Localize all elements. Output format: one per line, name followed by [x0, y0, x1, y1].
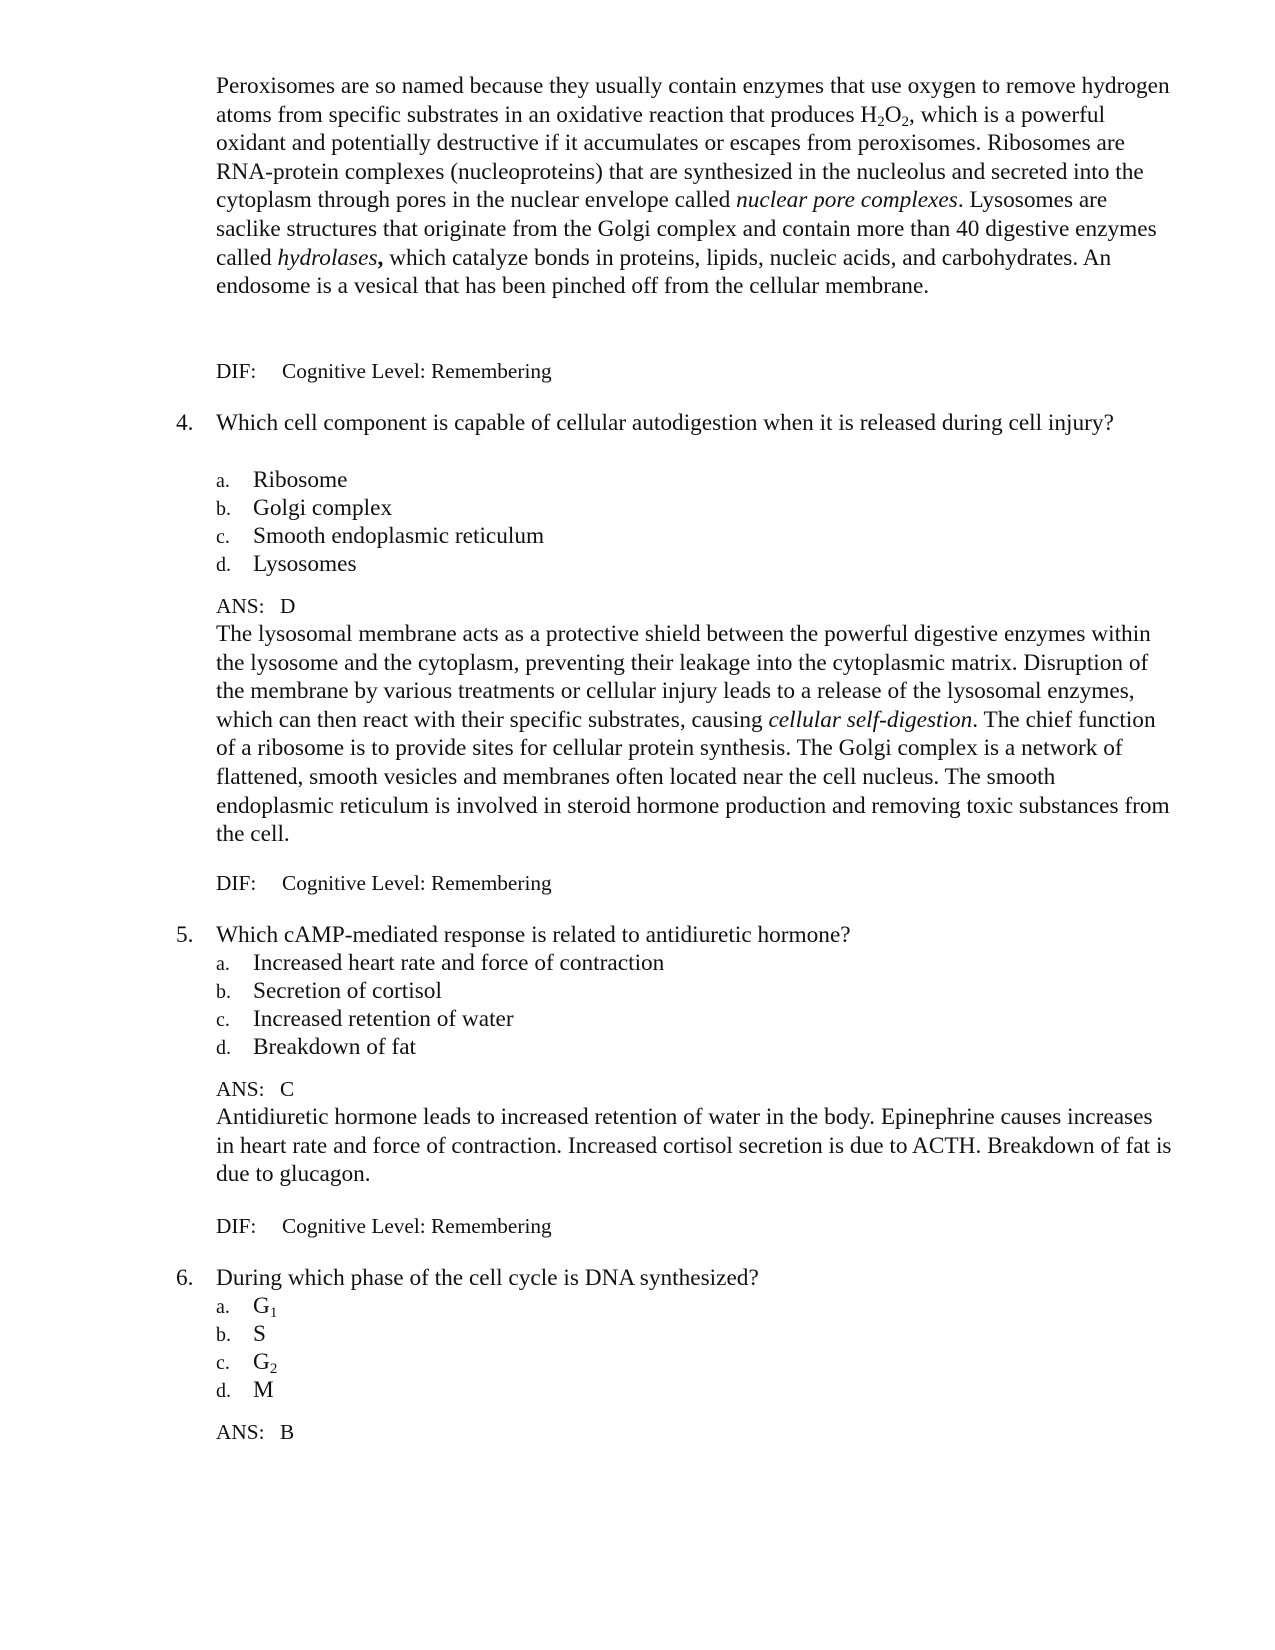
option-c [216, 522, 544, 551]
difficulty-line-q5 [216, 1212, 552, 1240]
ans-label: ANS: [216, 594, 265, 618]
rationale-paragraph-q5: Antidiuretic hormone leads to increased retention of water in the body. Epinephrine causes increases in heart rate and force of contraction. Increased cortisol secretion is due to ACTH. Breakdown of fat is due to glucagon. [216, 1104, 1172, 1188]
option-c [216, 1348, 277, 1377]
subscript: 2 [901, 113, 910, 130]
ans-label: ANS: [216, 1077, 265, 1101]
rationale-paragraph-q4 [216, 620, 1176, 849]
dif-label: DIF: [216, 1214, 257, 1238]
option-letter: d. [216, 1037, 231, 1059]
question-number: 4. [176, 410, 194, 436]
option-a [216, 949, 664, 978]
rationale-text: , which is a powerful oxidant and potentially destructive if it accumulates or escapes from peroxisomes. Ribosomes are RNA-protein complexes (nucleoproteins) that are synthesized in the nucleolus and secreted into the cytoplasm through pores in the nuclear envelope called [216, 101, 1150, 214]
dif-value: Cognitive Level: Remembering [282, 1214, 552, 1238]
rationale-text: O [884, 101, 902, 128]
option-letter: c. [216, 1009, 230, 1031]
answer-line [216, 592, 295, 620]
rationale-text: . The chief function of a ribosome is to provide sites for cellular protein synthesis. The Golgi complex is a network of flattened, smooth vesicles and membranes often located near the cell nucleus. The smooth endoplasmic reticulum is involved in steroid hormone production and removing toxic substances from the cell. [216, 706, 1176, 848]
option-b [216, 494, 392, 523]
rationale-paragraph-q3 [216, 72, 1176, 301]
option-text: G [253, 1293, 270, 1319]
option-letter: b. [216, 1324, 231, 1346]
answer-line [216, 1075, 294, 1103]
option-text: Golgi complex [253, 495, 393, 521]
option-d [216, 550, 357, 579]
option-text: Smooth endoplasmic reticulum [253, 523, 545, 549]
option-letter: b. [216, 981, 231, 1003]
rationale-text: which catalyze bonds in proteins, lipids, nucleic acids, and carbohydrates. An endosome is a vesical that has been pinched off from the cellular membrane. [216, 244, 1118, 300]
option-d [216, 1376, 274, 1405]
option-letter: c. [216, 526, 230, 548]
dif-value: Cognitive Level: Remembering [282, 871, 552, 895]
rationale-italic-term: hydrolases [277, 244, 378, 271]
option-text: G [253, 1349, 270, 1375]
dif-label: DIF: [216, 359, 257, 383]
option-a [216, 466, 347, 495]
question-stem: Which cell component is capable of cellular autodigestion when it is released during cell injury? [216, 410, 1114, 436]
option-letter: a. [216, 953, 230, 975]
dif-value: Cognitive Level: Remembering [282, 359, 552, 383]
question-number: 5. [176, 922, 194, 948]
question-stem: Which cAMP-mediated response is related to antidiuretic hormone? [216, 922, 851, 948]
dif-label: DIF: [216, 871, 257, 895]
option-letter: d. [216, 1380, 231, 1402]
option-text: Breakdown of fat [253, 1034, 417, 1060]
answer-value: D [280, 594, 296, 618]
answer-line [216, 1418, 294, 1446]
option-c [216, 1005, 514, 1034]
option-text: M [253, 1377, 274, 1403]
rationale-text: Peroxisomes are so named because they usually contain enzymes that use oxygen to remove hydrogen atoms from specific substrates in an oxidative reaction that produces H [216, 73, 1176, 128]
option-letter: d. [216, 554, 231, 576]
answer-value: C [280, 1077, 295, 1101]
option-text: Increased retention of water [253, 1006, 514, 1032]
rationale-text: The lysosomal membrane acts as a protective shield between the powerful digestive enzymes within the lysosome and the cytoplasm, preventing their leakage into the cytoplasmic matrix. Disruption of the membrane by various treatments or cellular injury leads to a release of the lysosomal enzymes, which can then react with their specific substrates, causing [216, 621, 1157, 733]
question-stem: During which phase of the cell cycle is DNA synthesized? [216, 1265, 759, 1291]
rationale-bold-comma: , [377, 244, 384, 271]
subscript: 2 [877, 113, 885, 130]
option-d [216, 1033, 416, 1062]
difficulty-line-q4 [216, 869, 552, 897]
option-b [216, 977, 442, 1006]
rationale-italic-term: cellular self-digestion [768, 706, 973, 733]
rationale-text: . Lysosomes are saclike structures that originate from the Golgi complex and contain more than 40 digestive enzymes called [216, 187, 1163, 271]
answer-value: B [280, 1420, 295, 1444]
option-letter: b. [216, 498, 231, 520]
difficulty-line-q3 [216, 357, 552, 385]
option-text: Ribosome [253, 467, 348, 493]
rationale-italic-term: nuclear pore complexes [736, 187, 958, 214]
question-number: 6. [176, 1265, 194, 1291]
subscript: 1 [269, 1305, 278, 1321]
subscript: 2 [269, 1361, 278, 1377]
option-b [216, 1320, 266, 1349]
option-letter: a. [216, 470, 230, 492]
option-letter: c. [216, 1352, 230, 1374]
option-a [216, 1292, 277, 1321]
option-text: S [253, 1321, 266, 1347]
option-text: Increased heart rate and force of contraction [253, 950, 665, 976]
option-letter: a. [216, 1296, 230, 1318]
option-text: Lysosomes [253, 551, 357, 577]
option-text: Secretion of cortisol [253, 978, 442, 1004]
ans-label: ANS: [216, 1420, 265, 1444]
